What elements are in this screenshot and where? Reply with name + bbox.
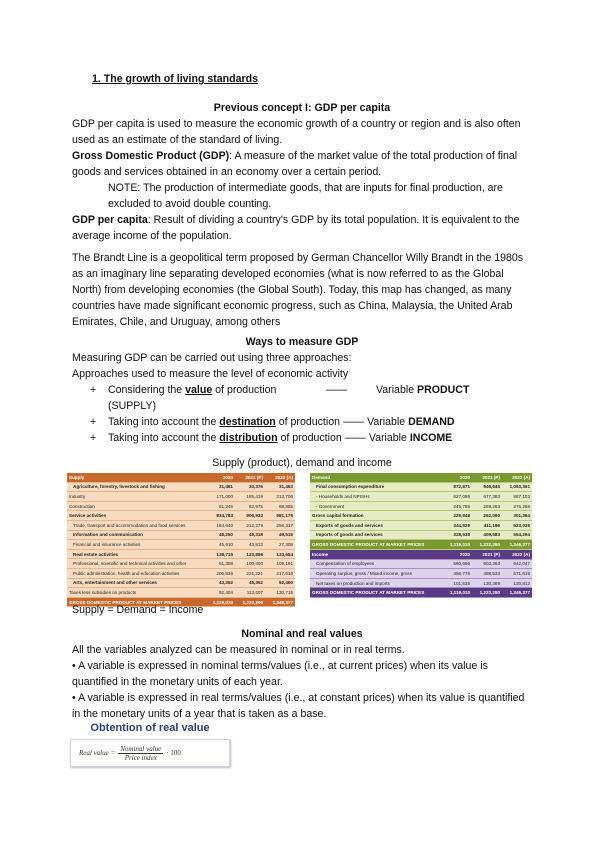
table-cell: Net taxes on production and imports [310,578,442,588]
table-cell: 133,654 [265,549,295,559]
table-cell: - Households and NPISHs [310,492,442,502]
table-cell: 217,616 [265,568,295,578]
table-row [310,501,532,511]
paragraph: • A variable is expressed in real terms/values (i.e., at constant prices) when its value is quantified in the monetary units of a year that is taken as a base. [72,692,525,720]
table-row [310,578,532,588]
table-cell: Construction [67,501,205,511]
table-cell: 31,461 [205,482,235,492]
table-cell: 256,317 [265,520,295,530]
formula-title: Obtention of real value [90,722,210,734]
table-cell: Exports of goods and services [310,520,442,530]
ways-title: Ways to measure GDP [245,336,359,348]
table-cell: 2020 [442,550,472,559]
table-cell: 2022 (A) [502,550,532,559]
table-cell: 212,279 [235,520,265,530]
formula: Real value = Nominal value Price index · 100 [70,739,230,767]
supply-table [67,473,295,607]
gdp-definition [72,148,532,180]
table-cell: 872,871 [442,482,472,492]
table-cell: - Government [310,501,442,511]
table-row [67,520,295,530]
table-cell: 109,191 [265,559,295,569]
table-cell: 867,103 [502,492,532,502]
table-cell: 301,364 [502,511,532,521]
table-cell: 1,119,010 [442,588,472,598]
table-cell: 33,376 [235,482,265,492]
table-cell: 113,607 [235,588,265,598]
table-cell: 276,258 [502,501,532,511]
table-cell: Real estate activities [67,549,205,559]
table-row [67,578,295,588]
table-cell: Public administration, health and education activities [67,568,205,578]
table-cell: 2022 (A) [502,473,532,482]
table-row [310,569,532,579]
table-cell: 1,119,010 [442,540,472,550]
table-cell: Industry [67,492,205,502]
table-cell: 184,640 [205,520,235,530]
table-cell: 2021 (P) [472,550,502,559]
table-cell: 411,196 [472,520,502,530]
table-cell: 2020 [205,473,235,482]
demand-table [310,473,532,550]
table-cell: Compensation of employees [310,559,442,569]
table-cell: Arts, entertainment and other services [67,578,205,588]
table-row [310,482,532,492]
table-cell: Final consumption expenditure [310,482,442,492]
table-cell: Operating surplus, gross / Mixed income, gross [310,569,442,579]
term: Gross Domestic Product (GDP) [72,150,230,162]
concept-title: Previous concept I: GDP per capita [213,102,391,114]
table-cell: 245,785 [442,501,472,511]
table-cell: 213,706 [265,492,295,502]
table-cell: 62,975 [235,501,265,511]
table-cell: 1,346,377 [265,597,295,607]
table-row [67,492,295,502]
table-cell: 2021 (P) [235,473,265,482]
table-cell: 130,715 [265,588,295,598]
table-cell: 2020 [442,473,472,482]
table-row [67,588,295,598]
table-cell: 627,086 [442,492,472,502]
table-cell: 456,776 [442,569,472,579]
table-cell: GROSS DOMESTIC PRODUCT AT MARKET PRICES [310,588,442,598]
table-cell: 269,263 [472,501,502,511]
table-cell: 185,419 [235,492,265,502]
formula-image [70,722,230,776]
table-cell: Agriculture, forestry, livestock and fishing [67,482,205,492]
table-cell: 101,538 [442,578,472,588]
table-cell: GROSS DOMESTIC PRODUCT AT MARKET PRICES [310,540,442,550]
table-cell: 138,715 [205,549,235,559]
table-row [310,492,532,502]
table-row [67,501,295,511]
table-cell: 834,783 [205,511,235,521]
table-cell: 68,865 [265,501,295,511]
table-cell: 48,250 [205,530,235,540]
table-row [310,511,532,521]
table-cell: Service activities [67,511,205,521]
table-cell: Demand [310,473,442,482]
definition: : A measure of the market value of the total production of final goods and services obtained in an economy over a certain period. [72,150,518,178]
table-cell: Taxes less subsidies on products [67,588,205,598]
table-cell: 45,910 [205,540,235,550]
table-row [67,530,295,540]
table-cell: 906,932 [235,511,265,521]
list-item: + Taking into account the destination of production —— Variable DEMAND [90,416,455,428]
table-row [310,530,532,540]
table-cell: 43,352 [205,578,235,588]
paragraph: • A variable is expressed in nominal terms/values (i.e., at current prices) when its value is quantified in the monetary units of each year. [72,660,488,688]
identity: Supply = Demand = Income [72,604,204,616]
table-cell: 2021 (P) [472,473,502,482]
table-cell: 409,583 [472,530,502,540]
table-row [67,549,295,559]
table-cell: 49,515 [265,530,295,540]
paragraph: GDP per capita is used to measure the economic growth of a country or region and is also often used as an estimate of the standard of living. [72,118,521,146]
table-cell: Financial and insurance activities [67,540,205,550]
table-cell: 571,615 [502,569,532,579]
table-cell: 677,383 [472,492,502,502]
table-cell: 100,400 [235,559,265,569]
paragraph: All the variables analyzed can be measured in nominal or in real terms. [72,644,405,656]
table-cell: 130,389 [472,578,502,588]
table-cell: 2022 (A) [265,473,295,482]
table-cell: 1,346,377 [502,588,532,598]
table-row [67,540,295,550]
section-title: 1. The growth of living standards [92,73,258,85]
table-cell: 946,646 [472,482,502,492]
table-cell: 31,463 [265,482,295,492]
table-cell: 171,000 [205,492,235,502]
table-cell: 229,848 [442,511,472,521]
table-cell: 523,025 [502,520,532,530]
income-table [310,550,532,598]
table-cell: 1,063,361 [502,482,532,492]
table-cell: 488,533 [472,569,502,579]
table-cell: Information and communication [67,530,205,540]
table-cell: Imports of goods and services [310,530,442,540]
table-cell: 554,294 [502,530,532,540]
table-cell: 1,222,290 [472,588,502,598]
table-cell: Professional, scientific and technical activities and other [67,559,205,569]
table-cell: 603,363 [472,559,502,569]
table-row [310,540,532,550]
definition: : Result of dividing a country's GDP by its total population. It is equivalent to the average income of the population. [72,214,520,242]
table-cell: 344,829 [442,520,472,530]
table-cell: 1,119,010 [205,597,235,607]
table-row [67,473,295,482]
table-cell: 81,308 [205,559,235,569]
table-cell: 49,318 [235,530,265,540]
note: NOTE: The production of intermediate goods, that are inputs for final production, are excluded to avoid double counting. [108,182,503,210]
table-cell: Trade, transport and accommodation and food services [67,520,205,530]
table-cell: 981,175 [265,511,295,521]
table-cell: 262,090 [472,511,502,521]
table-cell: 1,222,290 [472,540,502,550]
table-cell: 1,346,377 [502,540,532,550]
term: GDP per capita [72,214,148,226]
table-row [310,550,532,559]
table-cell: 130,812 [502,578,532,588]
table-cell: 52,460 [265,578,295,588]
table-cell: 43,813 [235,540,265,550]
table-cell: 206,836 [205,568,235,578]
table-row [67,568,295,578]
nominal-title: Nominal and real values [241,628,363,640]
brandt-paragraph: The Brandt Line is a geopolitical term proposed by German Chancellor Willy Brandt in the 1980s as an imaginary line separating developed economies (what is now referred to as the Global North) from developing economies (the Global South). Today, this map has changed, as many countries have made significant economic progress, such as China, Malaysia, the United Arab Emirates, Chile, and Uruguay, among others [72,252,524,328]
table-cell: 61,245 [205,501,235,511]
table-row [67,482,295,492]
table-cell: Gross capital formation [310,511,442,521]
table-cell: GROSS DOMESTIC PRODUCT AT MARKET PRICES [67,597,205,607]
table-row [310,473,532,482]
table-cell: Income [310,550,442,559]
table-cell: 45,352 [235,578,265,588]
list-item: + Taking into account the distribution of production —— Variable INCOME [90,432,453,444]
table-row [67,559,295,569]
table-row [67,511,295,521]
table-cell: 92,404 [205,588,235,598]
table-row [310,559,532,569]
paragraph: Measuring GDP can be carried out using three approaches: [72,352,352,364]
list-item: + Considering the value of production —— Variable PRODUCT (SUPPLY) [90,384,470,412]
table-cell: 221,221 [235,568,265,578]
table-row [310,520,532,530]
table-cell: 560,696 [442,559,472,569]
per-capita-definition [72,212,532,244]
table-cell: 1,222,290 [235,597,265,607]
table-cell: 642,047 [502,559,532,569]
paragraph: Approaches used to measure the level of economic activity [72,368,349,380]
table-cell: 27,308 [265,540,295,550]
table-cell: 133,856 [235,549,265,559]
table-cell: Supply [67,473,205,482]
table-row [310,588,532,598]
tables-caption: Supply (product), demand and income [212,457,392,469]
table-cell: 328,538 [442,530,472,540]
